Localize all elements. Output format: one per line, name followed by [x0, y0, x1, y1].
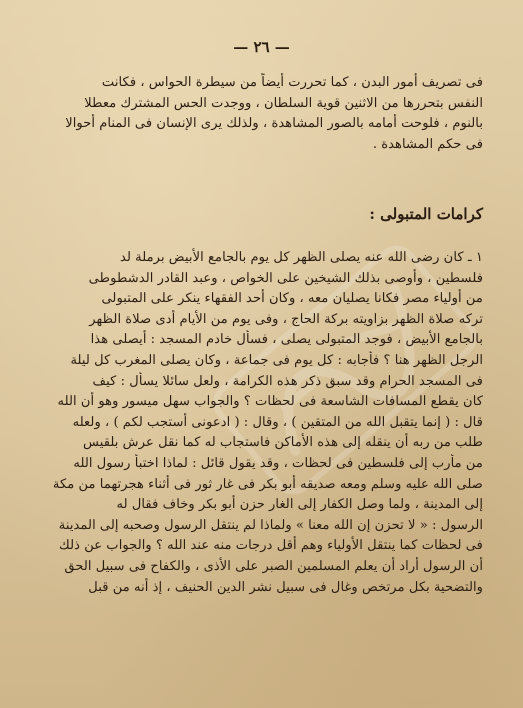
text-line: صلى الله عليه وسلم ومعه صديقه أبو بكر فى غار ثور فى أثناء هجرتهما من مكة	[52, 476, 483, 492]
text-line: كان يقطع المسافات الشاسعة فى لحظات ؟ والجواب سهل ميسور وهو أن الله	[57, 394, 483, 410]
text-line: قال : ( إنما يتقبل الله من المتقين ) ، وقال : ( ادعونى أستجب لكم ) ، ولعله	[72, 414, 483, 430]
text-line: فى تصريف أمور البدن ، كما تحررت أيضاً من سيطرة الحواس ، فكانت	[101, 75, 483, 90]
text-line: تركه صلاة الظهر بزاويته بركة الحاج ، وفى يوم من الأيام أدى صلاة الظهر	[89, 311, 483, 327]
text-line: الرجل الظهر هنا ؟ فأجابه : كل يوم فى جماعة ، وكان يصلى المغرب كل ليلة	[70, 352, 483, 368]
body-paragraph	[38, 248, 483, 598]
text-line: ١ ـ كان رضى الله عنه يصلى الظهر كل يوم بالجامع الأبيض برملة لد	[120, 250, 483, 265]
text-line: النفس بتحررها من الاثنين قوية السلطان ، ووجدت الحس المشترك معطلا	[84, 95, 483, 111]
text-line: إلى المدينة ، ولما وصل الكفار إلى الغار حزن أبو بكر وخاف فقال له	[116, 497, 483, 513]
text-line: طلب من ربه أن ينقله إلى هذه الأماكن فاستجاب له كما نقل عرش بلقيس	[82, 435, 483, 451]
text-line: من مأرب إلى فلسطين فى لحظات ، وقد يقول قائل : لماذا اختبأ رسول الله	[73, 455, 483, 471]
text-line: فلسطين ، وأوصى بذلك الشيخين على الخواص ، وعبد القادر الدشطوطى	[88, 270, 483, 286]
text-line: بالجامع الأبيض ، فوجد المتبولى يصلى ، فسأل خادم المسجد : أيصلى هذا	[90, 332, 483, 348]
text-line: من أولياء مصر فكانا يصليان معه ، وكان أحد الفقهاء ينكر على المتبولى	[101, 291, 483, 307]
text-line: والتضحية بكل مرتخص وغال فى سبيل نشر الدين الحنيف ، إذ أنه من قبل	[88, 579, 483, 595]
text-line: فى لحظات كما ينتقل الأولياء وهم أقل درجات منه عند الله ؟ والجواب عن ذلك	[59, 538, 483, 554]
text-line: فى حكم المشاهدة .	[372, 136, 483, 152]
section-heading: كرامات المتبولى :	[369, 205, 483, 223]
intro-paragraph	[38, 73, 483, 155]
text-line: بالنوم ، فلوحت أمامه بالصور المشاهدة ، ولذلك يرى الإنسان فى المنام أحوالا	[65, 116, 483, 132]
text-line: أن الرسول أراد أن يعلم المسلمين الصبر على الأذى ، والكفاح فى سبيل الحق	[64, 558, 483, 574]
text-line: الرسول : « لا تحزن إن الله معنا » ولماذا لم ينتقل الرسول وصحبه إلى المدينة	[58, 517, 483, 533]
text-line: فى المسجد الحرام وقد سبق ذكر هذه الكرامة ، ولعل سائلا يسأل : كيف	[92, 373, 483, 389]
page-number: — ٢٦ —	[233, 38, 290, 56]
